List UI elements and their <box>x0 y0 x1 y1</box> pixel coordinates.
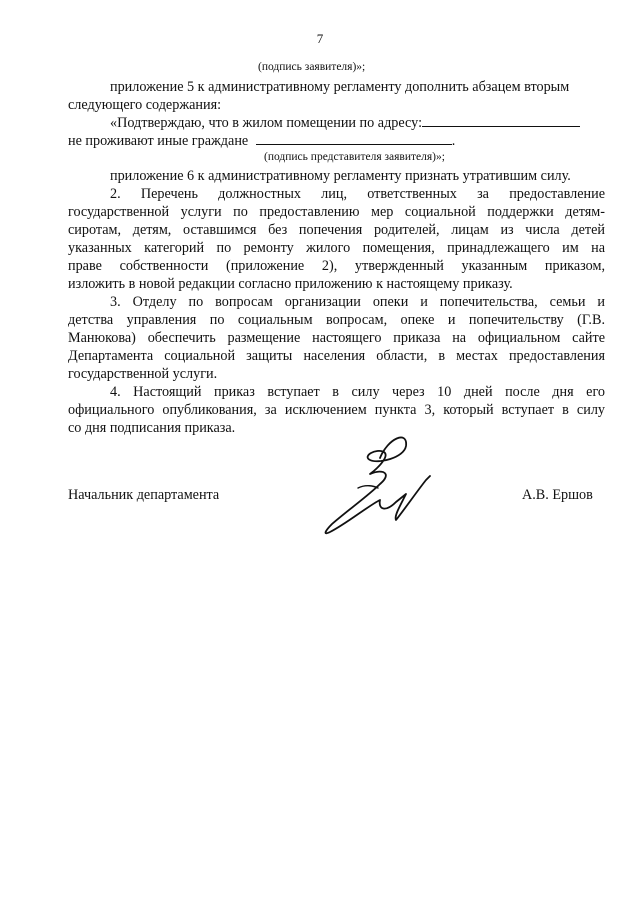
p2-line: изложить в новой редакции согласно приложению к настоящему приказу. <box>68 276 513 292</box>
residents-blank-field <box>256 132 452 145</box>
period: . <box>451 133 456 149</box>
residents-line <box>68 132 455 150</box>
signer-position: Начальник департамента <box>68 487 220 503</box>
p4-line: официального опубликования, за исключением пункта 3, который вступает в силу <box>68 402 605 418</box>
p3-line: 3. Отделу по вопросам организации опеки и попечительства, семьи и <box>110 294 605 310</box>
p3-line: Манюкова) обеспечить размещение настоящего приказа на официальном сайте <box>68 330 605 346</box>
address-label: «Подтверждаю, что в жилом помещении по адресу: <box>110 115 423 131</box>
address-line <box>110 114 580 132</box>
signature-caption-representative: (подпись представителя заявителя)»; <box>264 151 445 163</box>
text-line: приложение 6 к административному регламенту признать утратившим силу. <box>110 168 571 184</box>
p4-line: со дня подписания приказа. <box>68 420 236 436</box>
handwritten-signature <box>318 428 443 543</box>
signature-caption-applicant: (подпись заявителя)»; <box>258 61 366 73</box>
p2-line: сиротам, детям, оставшимся без попечения родителей, лицам из числа детей <box>68 222 605 238</box>
p2-line: указанных категорий по ремонту жилого помещения, принадлежащего им на <box>68 240 605 256</box>
p2-line: праве собственности (приложение 2), утвержденный указанным приказом, <box>68 258 605 274</box>
text-line: следующего содержания: <box>68 97 222 113</box>
p2-line: 2. Перечень должностных лиц, ответственных за предоставление <box>110 186 605 202</box>
p3-line: детства управления по социальным вопросам, опеке и попечительству (Г.В. <box>68 312 605 328</box>
p3-line: Департамента социальной защиты населения области, в местах предоставления <box>68 348 605 364</box>
p3-line: государственной услуги. <box>68 366 218 382</box>
p4-line: 4. Настоящий приказ вступает в силу через 10 дней после дня его <box>110 384 605 400</box>
residents-label: не проживают иные граждане <box>68 133 249 149</box>
signer-name: А.В. Ершов <box>522 487 593 503</box>
page-number: 7 <box>316 31 324 46</box>
address-blank-field <box>422 114 580 127</box>
text-line: приложение 5 к административному регламенту дополнить абзацем вторым <box>110 79 570 95</box>
p2-line: государственной услуги по предоставлению мер социальной поддержки детям- <box>68 204 605 220</box>
